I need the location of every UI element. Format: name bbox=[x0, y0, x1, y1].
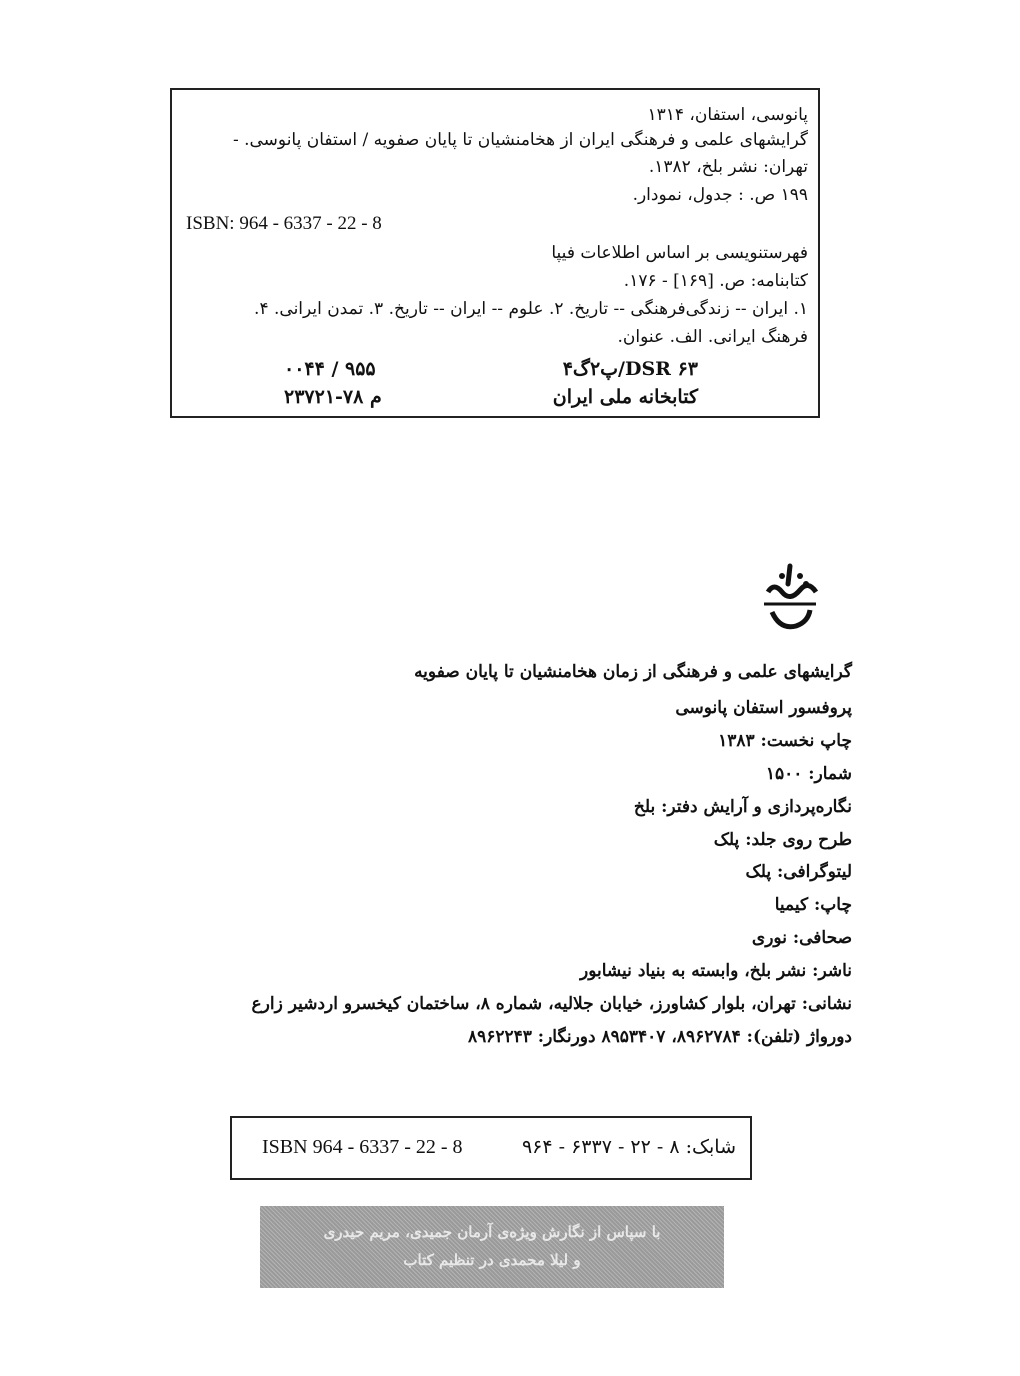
cip-library-name: کتابخانه ملی ایران bbox=[552, 386, 698, 408]
address-line: نشانی: تهران، بلوار کشاورز، خیابان جلالیه، شماره ۸، ساختمان کیخسرو اردشیر زارع bbox=[251, 994, 852, 1014]
cip-subjects-line-2: فرهنگ ایرانی. الف. عنوان. bbox=[617, 327, 808, 347]
acknowledgement-line-1: با سپاس از نگارش ویژه‌ی آرمان جمیدی، مریم حیدری bbox=[323, 1223, 661, 1241]
cover-design-line: طرح روی جلد: پلک bbox=[713, 830, 852, 850]
cip-title-line: گرایشهای علمی و فرهنگی ایران از هخامنشیان تا پایان صفویه / استفان پانوسی. - bbox=[232, 130, 808, 150]
phone-fax-line: دورواژ (تلفن): ۸۹۶۲۷۸۴، ۸۹۵۳۴۰۷ دورنگار: ۸۹۶۲۲۴۳ bbox=[467, 1027, 852, 1047]
acknowledgement-line-2: و لیلا محمدی در تنظیم کتاب bbox=[403, 1251, 581, 1269]
author-line: پروفسور استفان پانوسی bbox=[675, 698, 852, 718]
cip-bibliography-note: کتابنامه: ص. [۱۶۹] - ۱۷۶. bbox=[623, 271, 808, 291]
cip-box bbox=[170, 88, 820, 418]
isbn-persian: شابک: ۸ - ۲۲ - ۶۳۳۷ - ۹۶۴ bbox=[521, 1136, 736, 1158]
cip-library-number: م ۷۸-۲۳۷۲۱ bbox=[284, 386, 382, 408]
cip-dewey-class: ۹۵۵ / ۰۰۴۴ bbox=[284, 358, 376, 380]
cip-dsr-class: DSR ۶۳/پ۲گ۴ bbox=[562, 358, 698, 380]
layout-line: نگاره‌پردازی و آرایش دفتر: بلخ bbox=[633, 797, 852, 817]
book-title: گرایشهای علمی و فرهنگی از زمان هخامنشیان تا پایان صفویه bbox=[414, 662, 852, 682]
binding-line: صحافی: نوری bbox=[751, 928, 852, 948]
printing-line: چاپ: کیمیا bbox=[774, 895, 852, 915]
publisher-line: ناشر: نشر بلخ، وابسته به بنیاد نیشابور bbox=[579, 961, 852, 981]
first-edition-line: چاپ نخست: ۱۳۸۳ bbox=[718, 731, 852, 751]
cip-pages-line: ۱۹۹ ص. : جدول، نمودار. bbox=[632, 185, 808, 205]
cip-author-line: پانوسی، استفان، ۱۳۱۴ bbox=[647, 105, 808, 125]
acknowledgement-strip bbox=[260, 1206, 724, 1288]
cip-isbn: ISBN: 964 - 6337 - 22 - 8 bbox=[186, 213, 382, 234]
balkh-publisher-logo-icon bbox=[760, 562, 820, 632]
cip-fipa-note: فهرستنویسی بر اساس اطلاعات فیپا bbox=[551, 243, 808, 263]
cip-imprint-line: تهران: نشر بلخ، ۱۳۸۲. bbox=[648, 157, 808, 177]
cip-subjects-line: ۱. ایران -- زندگی‌فرهنگی -- تاریخ. ۲. علوم -- ایران -- تاریخ. ۳. تمدن ایرانی. ۴. bbox=[254, 299, 808, 319]
print-run-line: شمار: ۱۵۰۰ bbox=[765, 764, 852, 784]
lithography-line: لیتوگرافی: پلک bbox=[745, 862, 852, 882]
isbn-latin: ISBN 964 - 6337 - 22 - 8 bbox=[262, 1136, 463, 1158]
isbn-box bbox=[230, 1116, 752, 1180]
